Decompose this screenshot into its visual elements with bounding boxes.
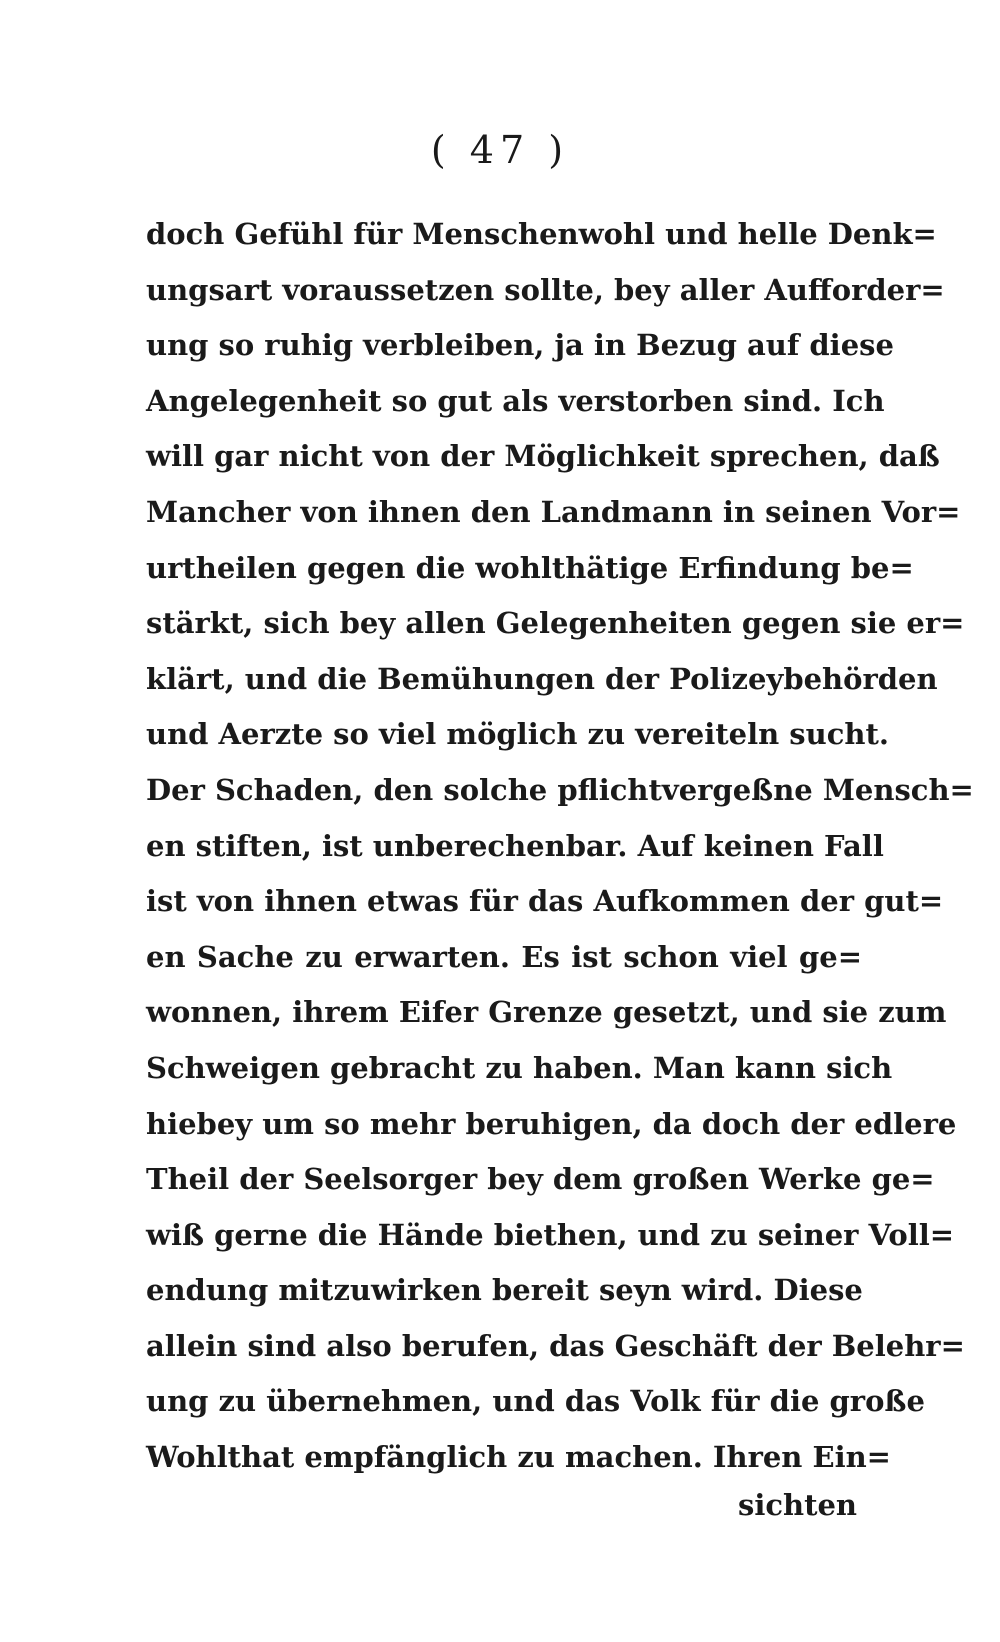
body-text [146, 207, 974, 1486]
text-line: Mancher von ihnen den Landmann in seinen Vor= [146, 494, 961, 529]
text-line: allein sind also berufen, das Geschäft der Belehr= [146, 1328, 965, 1363]
text-line: ist von ihnen etwas für das Aufkommen der gut= [146, 884, 944, 919]
text-line: hiebey um so mehr beruhigen, da doch der edlere [146, 1106, 957, 1141]
text-line: stärkt, sich bey allen Gelegenheiten gegen sie er= [146, 606, 965, 641]
text-line: urtheilen gegen die wohlthätige Erfindung be= [146, 550, 914, 585]
text-line: ungsart voraussetzen sollte, bey aller Aufforder= [146, 272, 945, 307]
text-line: Angelegenheit so gut als verstorben sind. Ich [146, 383, 885, 418]
text-line: wiß gerne die Hände biethen, und zu seiner Voll= [146, 1217, 955, 1252]
page-number: ( 47 ) [430, 128, 570, 172]
text-line: ung so ruhig verbleiben, ja in Bezug auf diese [146, 328, 894, 363]
text-line: en Sache zu erwarten. Es ist schon viel ge= [146, 939, 862, 974]
text-line: doch Gefühl für Menschenwohl und helle Denk= [146, 217, 937, 251]
text-line: Theil der Seelsorger bey dem großen Werke ge= [146, 1162, 935, 1197]
text-line: will gar nicht von der Möglichkeit sprechen, daß [146, 439, 940, 474]
text-line: Der Schaden, den solche pflichtvergeßne Mensch= [146, 772, 974, 807]
text-line: en stiften, ist unberechenbar. Auf keinen Fall [146, 828, 884, 863]
text-line: endung mitzuwirken bereit seyn wird. Diese [146, 1273, 863, 1308]
text-line: Schweigen gebracht zu haben. Man kann sich [146, 1050, 893, 1085]
text-line: Wohlthat empfänglich zu machen. Ihren Ein= [146, 1440, 891, 1475]
text-line: klärt, und die Bemühungen der Polizeybehörden [146, 661, 938, 696]
text-line: und Aerzte so viel möglich zu vereiteln sucht. [146, 717, 889, 752]
text-line: ung zu übernehmen, und das Volk für die große [146, 1384, 925, 1419]
catchword: sichten [738, 1488, 858, 1522]
text-line: wonnen, ihrem Eifer Grenze gesetzt, und sie zum [146, 995, 947, 1030]
